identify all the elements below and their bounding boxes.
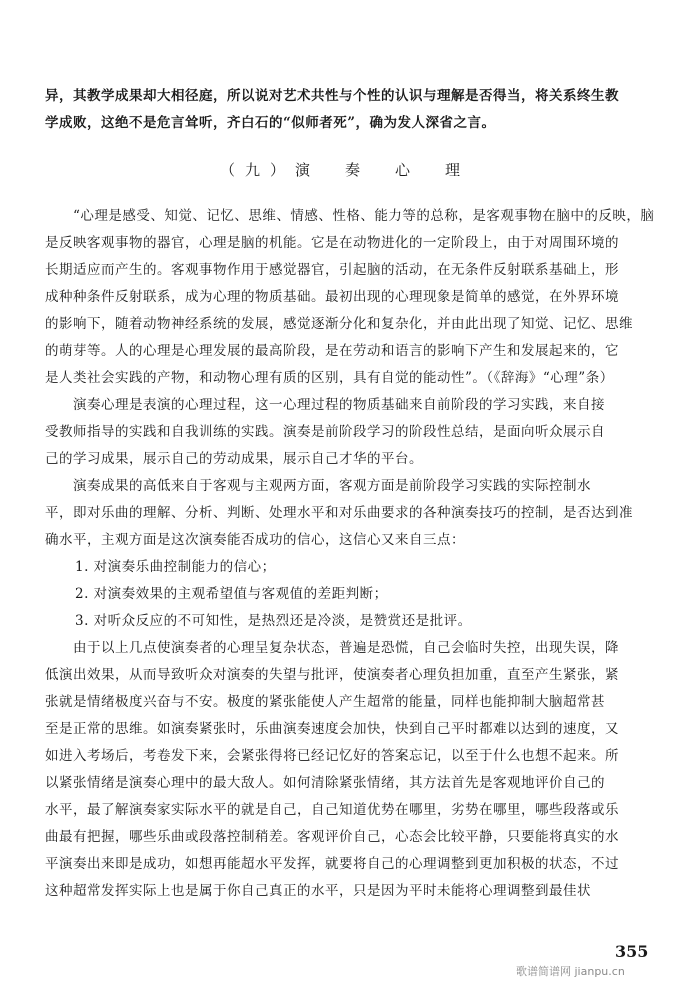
text-line: 的萌芽等。人的心理是心理发展的最高阶段，是在劳动和语言的影响下产生和发展起来的，它 (45, 343, 619, 359)
list-item: 3. 对听众反应的不可知性，是热烈还是冷淡，是赞赏还是批评。 (75, 613, 472, 629)
numbered-list (45, 554, 665, 635)
text-line: 是人类社会实践的产物，和动物心理有质的区别，具有自觉的能动性”。（《辞海》“心理”条） (45, 370, 614, 386)
paragraph-performance-psychology (45, 392, 665, 473)
continued-paragraph (45, 83, 665, 137)
list-item: 2. 对演奏效果的主观希望值与客观值的差距判断； (75, 586, 388, 602)
text-line: 低演出效果，从而导致听众对演奏的失望与批评，使演奏者心理负担加重，直至产生紧张，紧 (45, 667, 619, 683)
text-line: 己的学习成果，展示自己的劳动成果，展示自己才华的平台。 (45, 451, 423, 467)
text-line: 平演奏出来即是成功，如想再能超水平发挥，就要将自己的心理调整到更加积极的状态，不过 (45, 856, 619, 872)
text-line: 平，即对乐曲的理解、分析、判断、处理水平和对乐曲要求的各种演奏技巧的控制，是否达到准 (45, 505, 633, 521)
text-line: 长期适应而产生的。客观事物作用于感觉器官，引起脑的活动，在无条件反射联系基础上，形 (45, 262, 619, 278)
text-line: 异，其教学成果却大相径庭，所以说对艺术共性与个性的认识与理解是否得当，将关系终生教 (45, 88, 619, 104)
text-line: 的影响下，随着动物神经系统的发展，感觉逐渐分化和复杂化，并由此出现了知觉、记忆、思维 (45, 316, 633, 332)
text-line: 以紧张情绪是演奏心理中的最大敌人。如何清除紧张情绪，其方法首先是客观地评价自己的 (45, 775, 605, 791)
quote-paragraph (45, 203, 665, 392)
text-line: 学成败，这绝不是危言耸听，齐白石的“似师者死”，确为发人深省之言。 (45, 115, 496, 131)
text-line: 演奏心理是表演的心理过程，这一心理过程的物质基础来自前阶段的学习实践，来自接 (73, 397, 605, 413)
text-line: 如进入考场后，考卷发下来，会紧张得将已经记忆好的答案忘记，以至于什么也想不起来。所 (45, 748, 619, 764)
text-line: 张就是情绪极度兴奋与不安。极度的紧张能使人产生超常的能量，同样也能抑制大脑超常甚 (45, 694, 605, 710)
page-number: 355 (615, 942, 649, 961)
text-line: 受教师指导的实践和自我训练的实践。演奏是前阶段学习的阶段性总结，是面向听众展示自 (45, 424, 605, 440)
list-item: 1. 对演奏乐曲控制能力的信心； (75, 559, 276, 575)
text-line: 至是正常的思维。如演奏紧张时，乐曲演奏速度会加快，快到自己平时都难以达到的速度，又 (45, 721, 619, 737)
text-line: 这种超常发挥实际上也是属于你自己真正的水平，只是因为平时未能将心理调整到最佳状 (45, 883, 591, 899)
body-text (45, 203, 665, 905)
paragraph-performance-results (45, 473, 665, 554)
paragraph-tension (45, 635, 665, 905)
text-line: 确水平，主观方面是这次演奏能否成功的信心，这信心又来自三点： (45, 532, 465, 548)
text-line: “心理是感受、知觉、记忆、思维、情感、性格、能力等的总称，是客观事物在脑中的反映，脑 (73, 208, 655, 224)
text-line: 曲最有把握，哪些乐曲或段落控制稍差。客观评价自己，心态会比较平静，只要能将真实的水 (45, 829, 619, 845)
text-line: 演奏成果的高低来自于客观与主观两方面，客观方面是前阶段学习实践的实际控制水 (73, 478, 591, 494)
text-line: 是反映客观事物的器官，心理是脑的机能。它是在动物进化的一定阶段上，由于对周围环境的 (45, 235, 619, 251)
text-line: 成种种条件反射联系，成为心理的物质基础。最初出现的心理现象是简单的感觉，在外界环境 (45, 289, 619, 305)
section-title: （九）演 奏 心 理 (219, 161, 470, 179)
watermark: 歌谱简谱网 jianpu.cn (516, 965, 625, 978)
text-line: 水平，最了解演奏家实际水平的就是自己，自己知道优势在哪里，劣势在哪里，哪些段落或乐 (45, 802, 619, 818)
text-line: 由于以上几点使演奏者的心理呈复杂状态，普遍是恐慌，自己会临时失控，出现失误，降 (73, 640, 619, 656)
